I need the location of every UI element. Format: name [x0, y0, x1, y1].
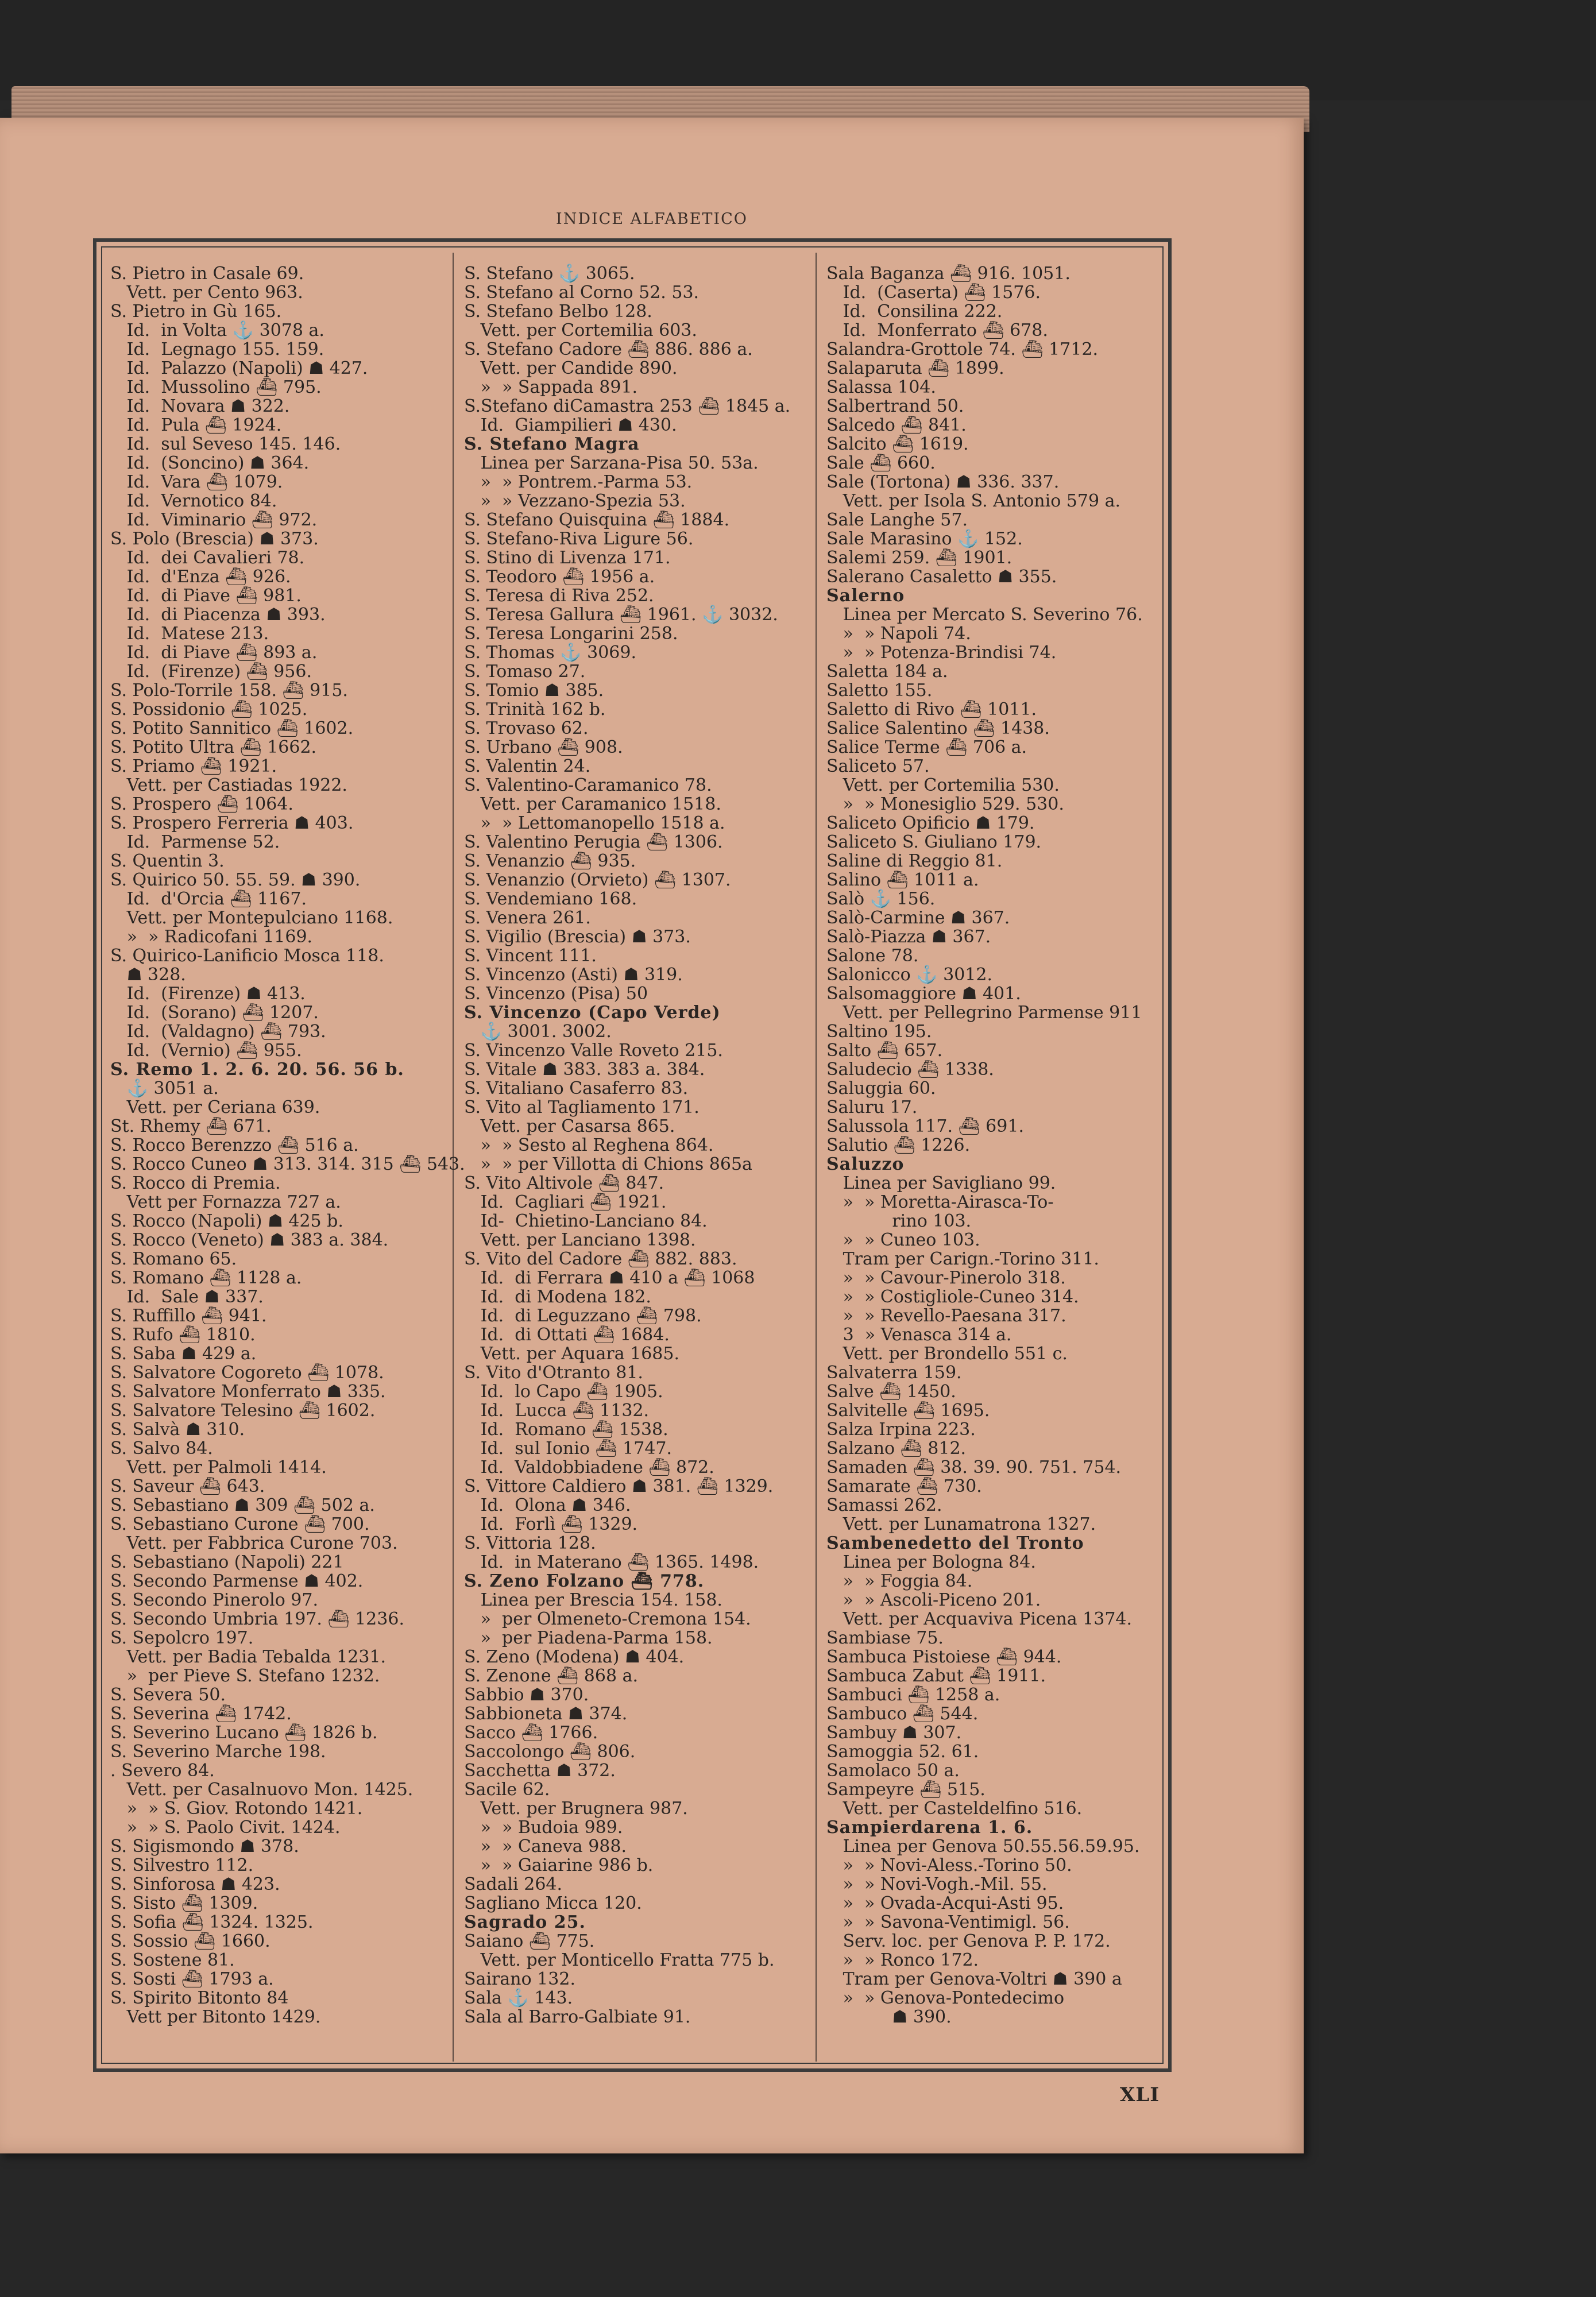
index-entry: S. Rocco di Premia. — [110, 1173, 281, 1193]
index-entry: rino 103. — [826, 1211, 972, 1231]
index-entry: Vett. per Pellegrino Parmense 911 — [826, 1003, 1142, 1023]
index-entry: S. Salvatore Telesino ⛴ 1602. — [110, 1401, 376, 1421]
index-entry: S. Severina ⛴ 1742. — [110, 1704, 292, 1724]
index-entry: S. Pietro in Casale 69. — [110, 264, 304, 284]
index-entry: Linea per Savigliano 99. — [826, 1173, 1056, 1193]
index-entry: Id. di Piave ⛴ 893 a. — [110, 643, 318, 663]
index-entry: S. Quentin 3. — [110, 851, 225, 871]
index-entry: S. Sostene 81. — [110, 1950, 235, 1970]
index-entry: Vett. per Monticello Fratta 775 b. — [464, 1950, 775, 1970]
index-entry: S. Trovaso 62. — [464, 718, 589, 738]
index-entry: S. Prospero Ferreria ☗ 403. — [110, 813, 354, 833]
index-entry: Salve ⛴ 1450. — [826, 1382, 956, 1402]
index-entry: » » Monesiglio 529. 530. — [826, 794, 1064, 814]
index-entry: Saccolongo ⛴ 806. — [464, 1742, 636, 1762]
index-entry: Samassi 262. — [826, 1495, 942, 1515]
index-entry: Vett. per Palmoli 1414. — [110, 1457, 327, 1478]
index-entry: Sale (Tortona) ☗ 336. 337. — [826, 472, 1060, 492]
index-entry: Id. di Modena 182. — [464, 1287, 651, 1307]
index-entry: Id. (Firenze) ⛴ 956. — [110, 662, 312, 682]
index-entry: Sagliano Micca 120. — [464, 1893, 642, 1913]
index-entry: Vett. per Cortemilia 603. — [464, 320, 697, 341]
index-entry: Linea per Bologna 84. — [826, 1552, 1036, 1572]
index-entry: Sale Langhe 57. — [826, 510, 968, 530]
index-entry: S. Pietro in Gù 165. — [110, 301, 282, 322]
index-entry: Salò-Carmine ☗ 367. — [826, 908, 1010, 928]
index-entry: Vett. per Cortemilia 530. — [826, 775, 1060, 795]
index-entry: S. Rufo ⛴ 1810. — [110, 1325, 256, 1345]
index-entry: Id. dei Cavalieri 78. — [110, 548, 305, 568]
index-entry: » per Pieve S. Stefano 1232. — [110, 1666, 380, 1686]
index-entry: S. Zeno (Modena) ☗ 404. — [464, 1647, 685, 1667]
index-entry: S. Valentino Perugia ⛴ 1306. — [464, 832, 723, 852]
index-entry: » » Ronco 172. — [826, 1950, 979, 1970]
index-entry: ☗ 328. — [110, 965, 186, 985]
index-entry: Id. di Leguzzano ⛴ 798. — [464, 1306, 702, 1326]
index-entry: Serv. loc. per Genova P. P. 172. — [826, 1931, 1111, 1951]
index-entry: Id. Forlì ⛴ 1329. — [464, 1514, 638, 1534]
index-entry: Vett. per Ceriana 639. — [110, 1097, 320, 1117]
index-entry: » » S. Giov. Rotondo 1421. — [110, 1799, 363, 1819]
index-entry: » per Olmeneto-Cremona 154. — [464, 1609, 751, 1629]
index-entry: S. Stino di Livenza 171. — [464, 548, 671, 568]
index-entry: Id. (Soncino) ☗ 364. — [110, 453, 310, 473]
index-entry: Sambuca Zabut ⛴ 1911. — [826, 1666, 1046, 1686]
index-entry: Vett. per Aquara 1685. — [464, 1344, 680, 1364]
index-entry: S. Vincenzo (Pisa) 50 — [464, 984, 648, 1004]
index-entry: Vett per Fornazza 727 a. — [110, 1192, 341, 1212]
index-entry: Sala al Barro-Galbiate 91. — [464, 2007, 691, 2027]
index-entry: S. Romano ⛴ 1128 a. — [110, 1268, 302, 1288]
index-entry: Sairano 132. — [464, 1969, 575, 1989]
index-entry: » » S. Paolo Civit. 1424. — [110, 1818, 341, 1838]
index-entry: Samolaco 50 a. — [826, 1761, 960, 1781]
index-entry: . Severo 84. — [110, 1761, 215, 1781]
index-entry: Tram per Genova-Voltri ☗ 390 a — [826, 1969, 1122, 1989]
index-entry: S. Stefano Belbo 128. — [464, 301, 652, 322]
index-entry: Id. d'Orcia ⛴ 1167. — [110, 889, 307, 909]
index-entry: S. Sofia ⛴ 1324. 1325. — [110, 1912, 314, 1932]
page-number: XLI — [1120, 2083, 1160, 2106]
index-entry: Saludecio ⛴ 1338. — [826, 1059, 994, 1080]
index-entry: ⚓ 3051 a. — [110, 1078, 219, 1099]
index-entry: Samaden ⛴ 38. 39. 90. 751. 754. — [826, 1457, 1122, 1478]
index-entry: S. Salvà ☗ 310. — [110, 1420, 245, 1440]
index-entry: Id. Novara ☗ 322. — [110, 396, 290, 416]
index-entry: » » Genova-Pontedecimo — [826, 1988, 1065, 2008]
index-entry: Id. Vernotico 84. — [110, 491, 277, 511]
index-entry: » » Revello-Paesana 317. — [826, 1306, 1066, 1326]
index-entry: S. Secondo Pinerolo 97. — [110, 1590, 319, 1610]
index-entry: Sambuy ☗ 307. — [826, 1723, 962, 1743]
index-entry: » » Ascoli-Piceno 201. — [826, 1590, 1041, 1610]
index-entry: Vett. per Casarsa 865. — [464, 1116, 675, 1136]
index-entry: Linea per Genova 50.55.56.59.95. — [826, 1836, 1140, 1857]
index-entry: S. Secondo Umbria 197. ⛴ 1236. — [110, 1609, 404, 1629]
running-head: INDICE ALFABETICO — [556, 210, 748, 228]
index-entry: » » Radicofani 1169. — [110, 927, 313, 947]
index-entry: S. Venanzio (Orvieto) ⛴ 1307. — [464, 870, 731, 890]
index-entry: S. Potito Ultra ⛴ 1662. — [110, 737, 317, 757]
index-entry: Id. di Piave ⛴ 981. — [110, 586, 302, 606]
index-entry: S. Salvo 84. — [110, 1438, 213, 1459]
index-entry: » » per Villotta di Chions 865a — [464, 1154, 752, 1174]
index-entry: » » Caneva 988. — [464, 1836, 627, 1857]
index-entry: S. Teresa Longarini 258. — [464, 624, 678, 644]
index-entry: Id. Pula ⛴ 1924. — [110, 415, 282, 435]
index-entry: Salto ⛴ 657. — [826, 1041, 943, 1061]
index-entry: Vett. per Montepulciano 1168. — [110, 908, 393, 928]
index-entry: S. Stefano Magra — [464, 434, 640, 454]
index-entry: S. Teodoro ⛴ 1956 a. — [464, 567, 655, 587]
index-entry: Salerano Casaletto ☗ 355. — [826, 567, 1057, 587]
index-entry: Sambiase 75. — [826, 1628, 944, 1648]
index-entry: » » Ovada-Acqui-Asti 95. — [826, 1893, 1064, 1913]
index-entry: S. Vincenzo (Capo Verde) — [464, 1003, 721, 1023]
index-entry: Sale ⛴ 660. — [826, 453, 936, 473]
index-entry: Vett per Bitonto 1429. — [110, 2007, 321, 2027]
index-entry: Saliceto Opificio ☗ 179. — [826, 813, 1035, 833]
index-entry: Sambenedetto del Tronto — [826, 1533, 1084, 1553]
index-entry: Salzano ⛴ 812. — [826, 1438, 967, 1459]
index-entry: S. Stefano ⚓ 3065. — [464, 264, 635, 284]
index-entry: S. Vittore Caldiero ☗ 381. ⛴ 1329. — [464, 1476, 774, 1496]
index-entry: Sala Baganza ⛴ 916. 1051. — [826, 264, 1071, 284]
index-entry: Saiano ⛴ 775. — [464, 1931, 595, 1951]
index-entry: Id. Valdobbiadene ⛴ 872. — [464, 1457, 714, 1478]
index-entry: Id. Matese 213. — [110, 624, 269, 644]
index-entry: S. Sisto ⛴ 1309. — [110, 1893, 258, 1913]
index-entry: » » Costigliole-Cuneo 314. — [826, 1287, 1079, 1307]
index-entry: S. Remo 1. 2. 6. 20. 56. 56 b. — [110, 1059, 404, 1080]
index-entry: » » Moretta-Airasca-To- — [826, 1192, 1054, 1212]
index-entry: Salassa 104. — [826, 377, 936, 397]
index-entry: Id. (Sorano) ⛴ 1207. — [110, 1003, 319, 1023]
index-entry: S. Tomio ☗ 385. — [464, 680, 604, 701]
index-entry: S. Prospero ⛴ 1064. — [110, 794, 293, 814]
index-entry: Saletto 155. — [826, 680, 933, 701]
index-entry: Sale Marasino ⚓ 152. — [826, 529, 1023, 549]
index-entry: Salerno — [826, 586, 905, 606]
index-column-3 — [826, 264, 1143, 2027]
index-entry: Salcito ⛴ 1619. — [826, 434, 969, 454]
index-entry: Sampeyre ⛴ 515. — [826, 1780, 986, 1800]
index-entry: » » Pontrem.-Parma 53. — [464, 472, 693, 492]
index-entry: Vett. per Lanciano 1398. — [464, 1230, 696, 1250]
index-entry: S. Thomas ⚓ 3069. — [464, 643, 636, 663]
index-entry: Vett. per Acquaviva Picena 1374. — [826, 1609, 1133, 1629]
index-entry: Salbertrand 50. — [826, 396, 964, 416]
index-entry: Id. d'Enza ⛴ 926. — [110, 567, 291, 587]
index-entry: S. Vincent 111. — [464, 946, 597, 966]
index-entry: Salino ⛴ 1011 a. — [826, 870, 979, 890]
index-entry: Id. di Ottati ⛴ 1684. — [464, 1325, 670, 1345]
index-entry: » » Cavour-Pinerolo 318. — [826, 1268, 1066, 1288]
index-entry: Salza Irpina 223. — [826, 1420, 976, 1440]
index-entry: Id. Legnago 155. 159. — [110, 339, 324, 359]
index-entry: Id. Giampilieri ☗ 430. — [464, 415, 677, 435]
index-entry: 3 » Venasca 314 a. — [826, 1325, 1012, 1345]
index-entry: » per Piadena-Parma 158. — [464, 1628, 713, 1648]
index-entry: S. Possidonio ⛴ 1025. — [110, 699, 308, 720]
index-entry: ☗ 390. — [826, 2007, 952, 2027]
index-entry: Samarate ⛴ 730. — [826, 1476, 982, 1496]
index-entry: Vett. per Caramanico 1518. — [464, 794, 721, 814]
index-entry: Id. Romano ⛴ 1538. — [464, 1420, 668, 1440]
index-entry: Sabbio ☗ 370. — [464, 1685, 589, 1705]
index-entry: Salandra-Grottole 74. ⛴ 1712. — [826, 339, 1098, 359]
index-entry: Sacco ⛴ 1766. — [464, 1723, 598, 1743]
index-entry: S. Valentin 24. — [464, 756, 591, 776]
index-entry: Id. di Ferrara ☗ 410 a ⛴ 1068 — [464, 1268, 755, 1288]
index-entry: Id. Monferrato ⛴ 678. — [826, 320, 1048, 341]
index-entry: Saliceto S. Giuliano 179. — [826, 832, 1042, 852]
index-entry: Salonicco ⚓ 3012. — [826, 965, 992, 985]
index-entry: Vett. per Isola S. Antonio 579 a. — [826, 491, 1121, 511]
index-entry: S. Vito del Cadore ⛴ 882. 883. — [464, 1249, 737, 1269]
index-entry: ⚓ 3001. 3002. — [464, 1022, 612, 1042]
index-entry: S. Potito Sannitico ⛴ 1602. — [110, 718, 354, 738]
index-entry: Vett. per Lunamatrona 1327. — [826, 1514, 1096, 1534]
index-entry: Salutio ⛴ 1226. — [826, 1135, 971, 1155]
index-entry: » » Budoia 989. — [464, 1818, 623, 1838]
index-entry: S.Stefano diCamastra 253 ⛴ 1845 a. — [464, 396, 791, 416]
index-entry: S. Urbano ⛴ 908. — [464, 737, 623, 757]
index-entry: S. Stefano al Corno 52. 53. — [464, 283, 700, 303]
index-entry: Salone 78. — [826, 946, 919, 966]
index-entry: Id. (Valdagno) ⛴ 793. — [110, 1022, 326, 1042]
index-entry: Samoggia 52. 61. — [826, 1742, 979, 1762]
index-entry: Sadali 264. — [464, 1874, 563, 1894]
column-rule-2 — [816, 253, 817, 2062]
index-entry: Id. Vara ⛴ 1079. — [110, 472, 283, 492]
index-entry: S. Vittoria 128. — [464, 1533, 596, 1553]
index-entry: Saline di Reggio 81. — [826, 851, 1003, 871]
index-entry: Vett. per Fabbrica Curone 703. — [110, 1533, 398, 1553]
index-entry: S. Teresa di Riva 252. — [464, 586, 654, 606]
index-entry: Salice Salentino ⛴ 1438. — [826, 718, 1050, 738]
index-entry: S. Saba ☗ 429 a. — [110, 1344, 257, 1364]
index-entry: Salò ⚓ 156. — [826, 889, 936, 909]
index-entry: Id. Viminario ⛴ 972. — [110, 510, 318, 530]
index-entry: Sala ⚓ 143. — [464, 1988, 573, 2008]
index-entry: » » Novi-Aless.-Torino 50. — [826, 1855, 1072, 1876]
index-entry: Sacile 62. — [464, 1780, 550, 1800]
index-entry: Id. Palazzo (Napoli) ☗ 427. — [110, 358, 368, 378]
index-entry: S. Priamo ⛴ 1921. — [110, 756, 277, 776]
index-entry: Id- Chietino-Lanciano 84. — [464, 1211, 708, 1231]
index-entry: S. Sigismondo ☗ 378. — [110, 1836, 299, 1857]
index-entry: » » Cuneo 103. — [826, 1230, 980, 1250]
index-entry: Id. lo Capo ⛴ 1905. — [464, 1382, 663, 1402]
index-entry: S. Stefano-Riva Ligure 56. — [464, 529, 694, 549]
index-entry: Saletta 184 a. — [826, 662, 948, 682]
index-entry: S. Rocco Berenzzo ⛴ 516 a. — [110, 1135, 359, 1155]
index-entry: Salò-Piazza ☗ 367. — [826, 927, 991, 947]
index-entry: S. Quirico-Lanificio Mosca 118. — [110, 946, 384, 966]
index-entry: Tram per Carign.-Torino 311. — [826, 1249, 1099, 1269]
index-entry: S. Romano 65. — [110, 1249, 237, 1269]
index-entry: S. Valentino-Caramanico 78. — [464, 775, 712, 795]
index-entry: Id. Lucca ⛴ 1132. — [464, 1401, 650, 1421]
index-entry: S. Vitaliano Casaferro 83. — [464, 1078, 689, 1099]
index-entry: » » Savona-Ventimigl. 56. — [826, 1912, 1070, 1932]
index-entry: S. Sepolcro 197. — [110, 1628, 254, 1648]
index-entry: S. Zeno Folzano ⛴ 778. — [464, 1571, 705, 1591]
index-entry: S. Trinità 162 b. — [464, 699, 606, 720]
index-entry: S. Vigilio (Brescia) ☗ 373. — [464, 927, 691, 947]
index-entry: Id. (Vernio) ⛴ 955. — [110, 1041, 302, 1061]
index-entry: S. Vendemiano 168. — [464, 889, 637, 909]
index-entry: Vett. per Casteldelfino 516. — [826, 1799, 1083, 1819]
index-entry: Id. in Materano ⛴ 1365. 1498. — [464, 1552, 759, 1572]
index-entry: Saliceto 57. — [826, 756, 930, 776]
index-entry: Vett. per Candide 890. — [464, 358, 678, 378]
index-entry: Salvitelle ⛴ 1695. — [826, 1401, 990, 1421]
index-entry: S. Silvestro 112. — [110, 1855, 254, 1876]
index-entry: Id. (Firenze) ☗ 413. — [110, 984, 306, 1004]
index-entry: S. Tomaso 27. — [464, 662, 586, 682]
index-entry: Salaparuta ⛴ 1899. — [826, 358, 1004, 378]
index-entry: Sambuca Pistoiese ⛴ 944. — [826, 1647, 1062, 1667]
index-entry: Vett. per Brugnera 987. — [464, 1799, 688, 1819]
index-entry: » » Sappada 891. — [464, 377, 638, 397]
index-entry: S. Sossio ⛴ 1660. — [110, 1931, 270, 1951]
index-entry: S. Teresa Gallura ⛴ 1961. ⚓ 3032. — [464, 605, 778, 625]
index-entry: S. Stefano Cadore ⛴ 886. 886 a. — [464, 339, 753, 359]
index-entry: Id. Parmense 52. — [110, 832, 280, 852]
index-entry: » » Lettomanopello 1518 a. — [464, 813, 725, 833]
index-entry: Id. sul Seveso 145. 146. — [110, 434, 341, 454]
index-entry: Salice Terme ⛴ 706 a. — [826, 737, 1027, 757]
index-entry: S. Spirito Bitonto 84 — [110, 1988, 289, 2008]
index-entry: Id. sul Ionio ⛴ 1747. — [464, 1438, 673, 1459]
index-entry: S. Severino Lucano ⛴ 1826 b. — [110, 1723, 378, 1743]
index-entry: S. Quirico 50. 55. 59. ☗ 390. — [110, 870, 361, 890]
index-entry: S. Sosti ⛴ 1793 a. — [110, 1969, 274, 1989]
index-entry: S. Sebastiano (Napoli) 221 — [110, 1552, 344, 1572]
index-entry: S. Vitale ☗ 383. 383 a. 384. — [464, 1059, 705, 1080]
index-entry: S. Salvatore Cogoreto ⛴ 1078. — [110, 1363, 384, 1383]
index-entry: Vett. per Casalnuovo Mon. 1425. — [110, 1780, 414, 1800]
index-entry: S. Secondo Parmense ☗ 402. — [110, 1571, 364, 1591]
index-entry: Sacchetta ☗ 372. — [464, 1761, 616, 1781]
index-entry: Id. Mussolino ⛴ 795. — [110, 377, 322, 397]
index-entry: Salussola 117. ⛴ 691. — [826, 1116, 1024, 1136]
index-entry: Vett. per Brondello 551 c. — [826, 1344, 1068, 1364]
index-entry: Id. in Volta ⚓ 3078 a. — [110, 320, 324, 341]
index-entry: S. Venera 261. — [464, 908, 591, 928]
index-entry: S. Rocco Cuneo ☗ 313. 314. 315 ⛴ 543. — [110, 1154, 465, 1174]
index-entry: Saluzzo — [826, 1154, 905, 1174]
index-column-2 — [464, 264, 790, 2027]
index-entry: Sambuco ⛴ 544. — [826, 1704, 979, 1724]
index-entry: St. Rhemy ⛴ 671. — [110, 1116, 272, 1136]
index-entry: Saltino 195. — [826, 1022, 932, 1042]
index-entry: S. Salvatore Monferrato ☗ 335. — [110, 1382, 386, 1402]
index-entry: Id. Sale ☗ 337. — [110, 1287, 264, 1307]
index-entry: S. Vincenzo (Asti) ☗ 319. — [464, 965, 683, 985]
index-entry: S. Sebastiano ☗ 309 ⛴ 502 a. — [110, 1495, 375, 1515]
index-entry: Sambuci ⛴ 1258 a. — [826, 1685, 1000, 1705]
index-entry: Id. Consilina 222. — [826, 301, 1003, 322]
index-entry: S. Ruffillo ⛴ 941. — [110, 1306, 267, 1326]
index-entry: Id. (Caserta) ⛴ 1576. — [826, 283, 1041, 303]
index-entry: Sabbioneta ☗ 374. — [464, 1704, 628, 1724]
index-entry: » » Napoli 74. — [826, 624, 971, 644]
index-entry: » » Foggia 84. — [826, 1571, 973, 1591]
index-entry: S. Sebastiano Curone ⛴ 700. — [110, 1514, 370, 1534]
index-entry: S. Polo-Torrile 158. ⛴ 915. — [110, 680, 348, 701]
index-column-1 — [110, 264, 465, 2027]
index-entry: Salvaterra 159. — [826, 1363, 962, 1383]
index-entry: Linea per Mercato S. Severino 76. — [826, 605, 1143, 625]
index-entry: S. Saveur ⛴ 643. — [110, 1476, 265, 1496]
index-entry: Saletto di Rivo ⛴ 1011. — [826, 699, 1037, 720]
index-entry: S. Vincenzo Valle Roveto 215. — [464, 1041, 723, 1061]
index-entry: S. Zenone ⛴ 868 a. — [464, 1666, 638, 1686]
index-entry: Salcedo ⛴ 841. — [826, 415, 967, 435]
index-entry: Id. Olona ☗ 346. — [464, 1495, 631, 1515]
index-entry: S. Severa 50. — [110, 1685, 226, 1705]
index-entry: Saluggia 60. — [826, 1078, 936, 1099]
index-entry: Salsomaggiore ☗ 401. — [826, 984, 1021, 1004]
index-entry: Linea per Brescia 154. 158. — [464, 1590, 722, 1610]
index-entry: Sampierdarena 1. 6. — [826, 1818, 1033, 1838]
index-entry: Vett. per Badia Tebalda 1231. — [110, 1647, 387, 1667]
index-entry: S. Stefano Quisquina ⛴ 1884. — [464, 510, 730, 530]
index-entry: Saluru 17. — [826, 1097, 918, 1117]
index-entry: Linea per Sarzana-Pisa 50. 53a. — [464, 453, 759, 473]
index-entry: Vett. per Castiadas 1922. — [110, 775, 347, 795]
index-entry: » » Novi-Vogh.-Mil. 55. — [826, 1874, 1048, 1894]
index-entry: » » Gaiarine 986 b. — [464, 1855, 654, 1876]
index-entry: Vett. per Cento 963. — [110, 283, 303, 303]
index-entry: » » Vezzano-Spezia 53. — [464, 491, 686, 511]
index-entry: S. Vito al Tagliamento 171. — [464, 1097, 700, 1117]
index-entry: » » Sesto al Reghena 864. — [464, 1135, 714, 1155]
index-entry: S. Rocco (Napoli) ☗ 425 b. — [110, 1211, 343, 1231]
index-entry: S. Rocco (Veneto) ☗ 383 a. 384. — [110, 1230, 389, 1250]
index-entry: » » Potenza-Brindisi 74. — [826, 643, 1057, 663]
index-entry: Salemi 259. ⛴ 1901. — [826, 548, 1013, 568]
index-entry: S. Severino Marche 198. — [110, 1742, 326, 1762]
index-entry: Sagrado 25. — [464, 1912, 586, 1932]
index-entry: Id. Cagliari ⛴ 1921. — [464, 1192, 667, 1212]
index-entry: S. Vito Altivole ⛴ 847. — [464, 1173, 664, 1193]
index-entry: S. Sinforosa ☗ 423. — [110, 1874, 280, 1894]
index-entry: S. Polo (Brescia) ☗ 373. — [110, 529, 319, 549]
index-entry: Id. di Piacenza ☗ 393. — [110, 605, 326, 625]
index-entry: S. Venanzio ⛴ 935. — [464, 851, 636, 871]
index-entry: S. Vito d'Otranto 81. — [464, 1363, 643, 1383]
